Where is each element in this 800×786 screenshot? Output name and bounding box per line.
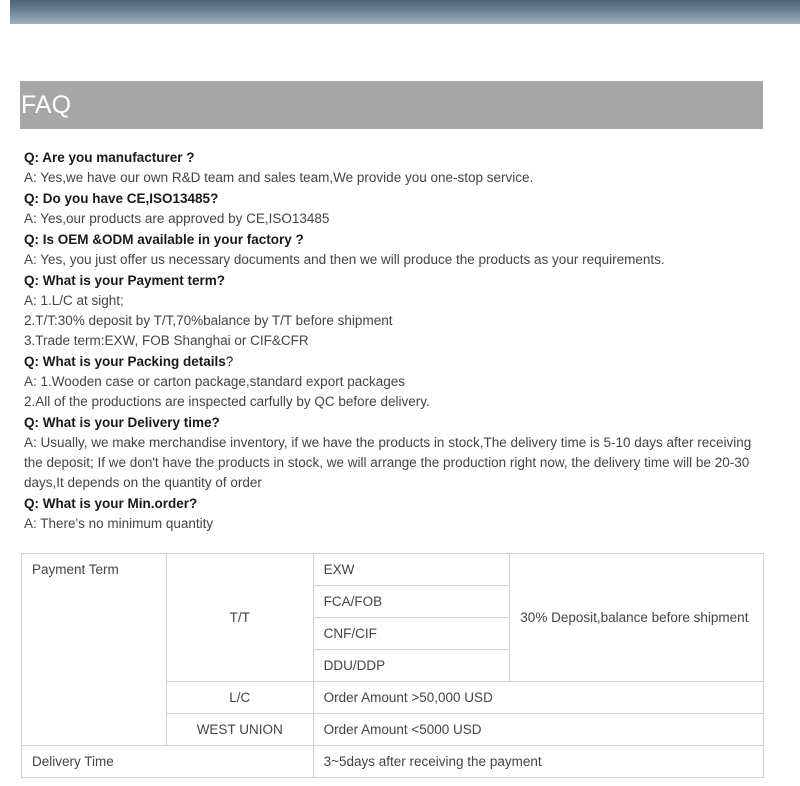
faq-answer: A: Yes,our products are approved by CE,ISO13485 — [24, 211, 330, 226]
payment-terms-table — [21, 553, 764, 778]
faq-question — [24, 352, 769, 372]
lc-label: L/C — [166, 682, 313, 714]
trade-term-cell: FCA/FOB — [313, 586, 510, 618]
faq-header-bar — [20, 81, 763, 129]
faq-answer: A: There's no minimum quantity — [24, 516, 214, 531]
faq-answer: days,It depends on the quantity of order — [24, 475, 262, 490]
faq-question: Q: Do you have CE,ISO13485? — [24, 191, 219, 206]
faq-question: Q: Are you manufacturer ? — [24, 150, 195, 165]
faq-question-mark: ? — [225, 354, 234, 369]
payment-term-label: Payment Term — [22, 554, 167, 746]
faq-answer: A: Yes, you just offer us necessary documents and then we will produce the products as your requirements. — [24, 252, 665, 267]
tt-label: T/T — [166, 554, 313, 682]
faq-answer: 3.Trade term:EXW, FOB Shanghai or CIF&CFR — [24, 333, 309, 348]
trade-term-cell: CNF/CIF — [313, 618, 510, 650]
faq-title: FAQ — [21, 91, 72, 119]
faq-answer: 2.All of the productions are inspected carfully by QC before delivery. — [24, 394, 430, 409]
faq-question: Q: What is your Min.order? — [24, 496, 198, 511]
west-union-label: WEST UNION — [166, 714, 313, 746]
delivery-time-value: 3~5days after receiving the payment — [313, 746, 763, 778]
lc-value: Order Amount >50,000 USD — [313, 682, 763, 714]
faq-question-text: Q: What is your Packing details — [24, 354, 226, 369]
top-banner-image — [10, 0, 800, 24]
faq-answer: 2.T/T:30% deposit by T/T,70%balance by T/T before shipment — [24, 313, 393, 328]
trade-term-cell: DDU/DDP — [313, 650, 510, 682]
faq-question: Q: What is your Payment term? — [24, 273, 226, 288]
west-union-value: Order Amount <5000 USD — [313, 714, 763, 746]
faq-answer: A: Usually, we make merchandise inventory, if we have the products in stock,The delivery time is 5-10 days after receiving — [24, 435, 752, 450]
faq-answer: A: Yes,we have our own R&D team and sales team,We provide you one-stop service. — [24, 170, 534, 185]
delivery-time-label: Delivery Time — [22, 746, 314, 778]
faq-answer: the deposit; If we don't have the products in stock, we will arrange the production right now, the delivery time will be 20-30 — [24, 455, 750, 470]
trade-term-cell: EXW — [313, 554, 510, 586]
tt-condition: 30% Deposit,balance before shipment — [510, 554, 764, 682]
faq-list — [24, 147, 769, 534]
faq-question: Q: What is your Delivery time? — [24, 415, 220, 430]
faq-answer: A: 1.Wooden case or carton package,standard export packages — [24, 374, 405, 389]
faq-answer: A: 1.L/C at sight; — [24, 293, 124, 308]
faq-question: Q: Is OEM &ODM available in your factory ? — [24, 232, 304, 247]
